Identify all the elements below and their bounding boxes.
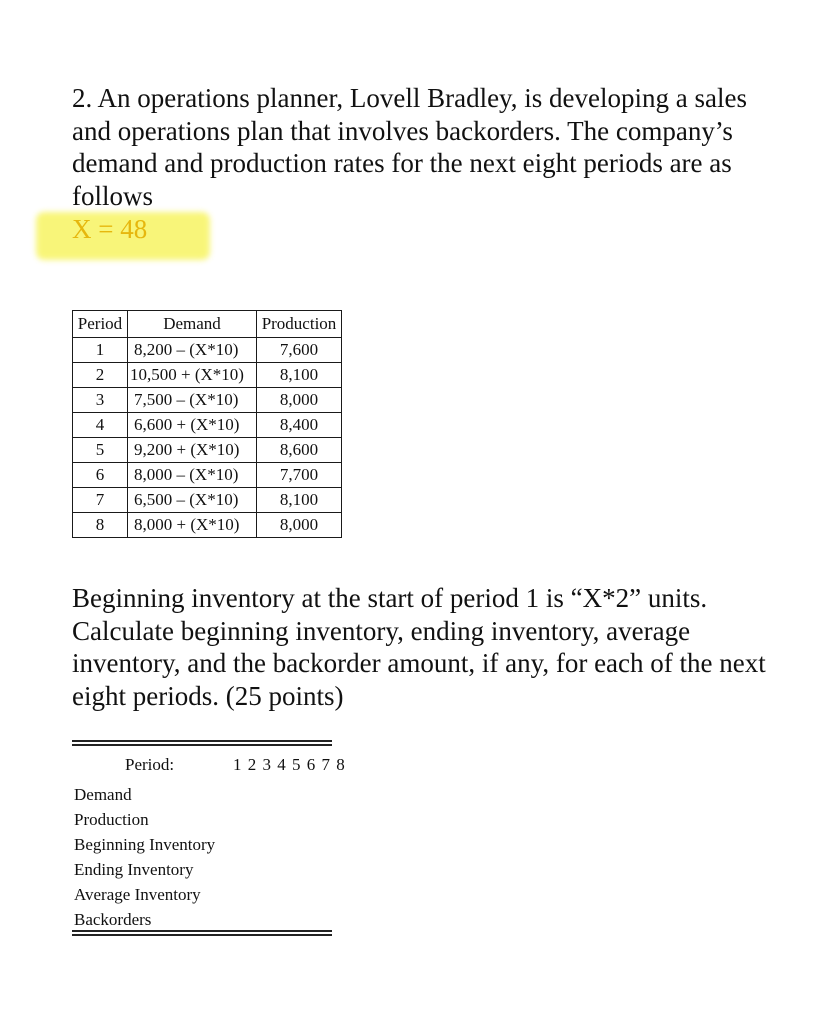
demand-cell: 8,000 – (X*10) xyxy=(128,463,257,488)
production-cell: 8,400 xyxy=(257,413,342,438)
header-period: Period xyxy=(73,311,128,338)
answer-row-backorders: Backorders xyxy=(74,910,152,929)
table-row xyxy=(73,388,342,413)
production-cell: 7,600 xyxy=(257,338,342,363)
answer-row-beginning-inventory: Beginning Inventory xyxy=(74,835,216,854)
period-cell: 4 xyxy=(73,413,128,438)
header-production: Production xyxy=(257,311,342,338)
demand-cell: 8,000 + (X*10) xyxy=(128,513,257,538)
table-row xyxy=(73,438,342,463)
top-double-rule xyxy=(72,740,332,746)
answer-row-production: Production xyxy=(74,810,149,829)
answer-row-average-inventory: Average Inventory xyxy=(74,885,201,904)
production-cell: 8,600 xyxy=(257,438,342,463)
demand-cell: 9,200 + (X*10) xyxy=(128,438,257,463)
answer-row-ending-inventory: Ending Inventory xyxy=(74,860,194,879)
table-header-row xyxy=(73,311,342,338)
instructions-text: Beginning inventory at the start of period 1 is “X*2” units. Calculate beginning inventory, ending inventory, average inventory, and the backorder amount, if any, for each of the next eight periods. (25 points) xyxy=(72,583,766,711)
production-cell: 8,100 xyxy=(257,488,342,513)
period-cell: 7 xyxy=(73,488,128,513)
period-label: Period: xyxy=(125,755,175,774)
demand-cell: 10,500 + (X*10) xyxy=(128,363,257,388)
demand-cell: 6,500 – (X*10) xyxy=(128,488,257,513)
table-row xyxy=(73,413,342,438)
bottom-double-rule xyxy=(72,930,332,936)
table-row xyxy=(73,463,342,488)
production-cell: 8,000 xyxy=(257,388,342,413)
x-value: X = 48 xyxy=(72,214,148,244)
demand-production-table xyxy=(72,310,342,538)
answer-row-demand: Demand xyxy=(74,785,132,804)
period-numbers: 1 2 3 4 5 6 7 8 xyxy=(233,755,346,774)
period-cell: 2 xyxy=(73,363,128,388)
demand-cell: 8,200 – (X*10) xyxy=(128,338,257,363)
production-cell: 8,100 xyxy=(257,363,342,388)
production-cell: 8,000 xyxy=(257,513,342,538)
period-cell: 6 xyxy=(73,463,128,488)
period-cell: 8 xyxy=(73,513,128,538)
table-row xyxy=(73,338,342,363)
period-cell: 5 xyxy=(73,438,128,463)
production-cell: 7,700 xyxy=(257,463,342,488)
question-text: 2. An operations planner, Lovell Bradley, is developing a sales and operations plan that involves backorders. The company’s demand and production rates for the next eight periods are as follows xyxy=(72,83,747,211)
demand-cell: 7,500 – (X*10) xyxy=(128,388,257,413)
table-row xyxy=(73,363,342,388)
period-cell: 3 xyxy=(73,388,128,413)
table-row xyxy=(73,513,342,538)
header-demand: Demand xyxy=(128,311,257,338)
period-cell: 1 xyxy=(73,338,128,363)
table-row xyxy=(73,488,342,513)
demand-cell: 6,600 + (X*10) xyxy=(128,413,257,438)
